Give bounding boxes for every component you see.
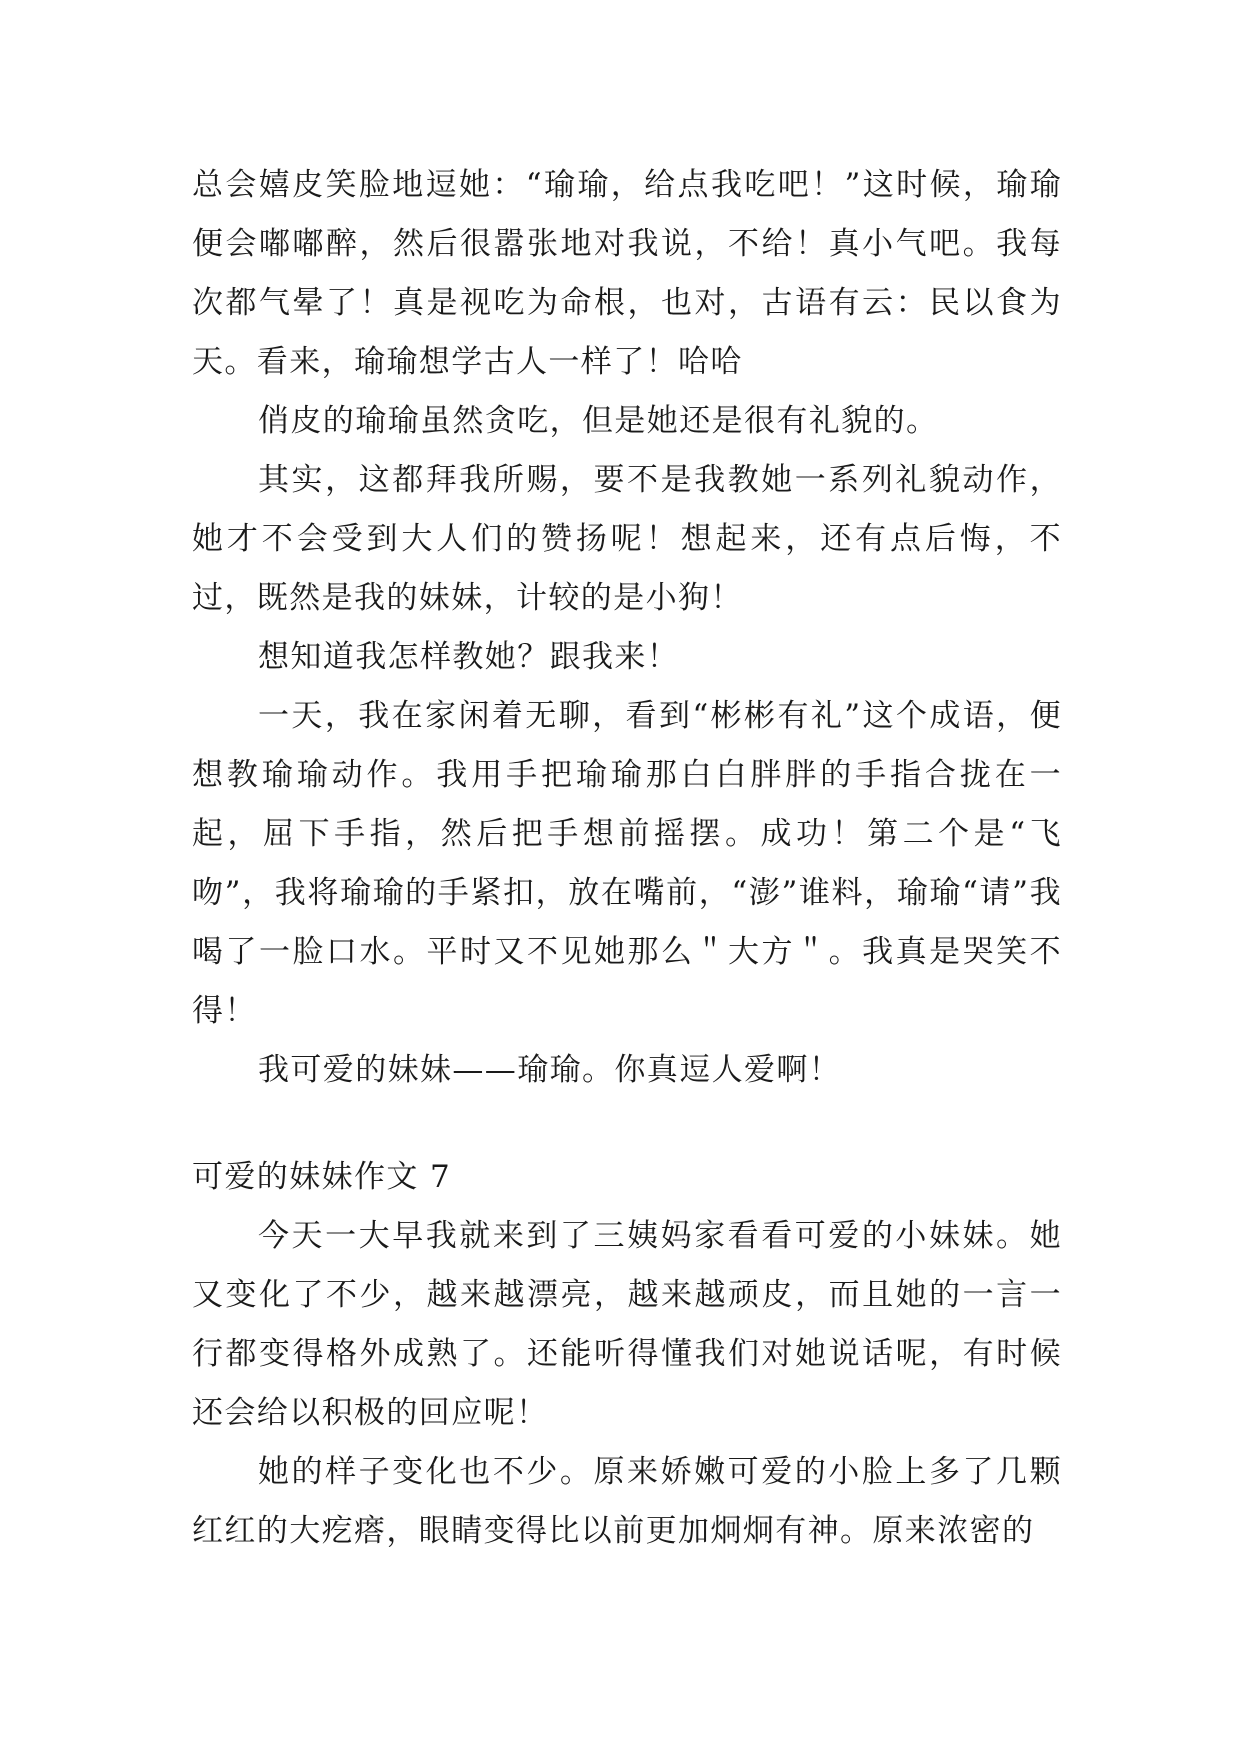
paragraph: 想知道我怎样教她？跟我来！: [258, 639, 680, 675]
document-page: [192, 156, 1062, 1561]
paragraph: 俏皮的瑜瑜虽然贪吃，但是她还是很有礼貌的。: [258, 403, 939, 439]
paragraph-continued: 总会嬉皮笑脸地逗她：“瑜瑜，给点我吃吧！”这时候，瑜瑜便会嘟嘟醉，然后很嚣张地对我说，不给！真小气吧。我每次都气晕了！真是视吃为命根，也对，古语有云：民以食为天。看来，瑜瑜想学古人一样了！哈哈: [192, 167, 1062, 380]
paragraph: 我可爱的妹妹——瑜瑜。你真逗人爱啊！: [258, 1052, 842, 1088]
paragraph: 今天一大早我就来到了三姨妈家看看可爱的小妹妹。她又变化了不少，越来越漂亮，越来越顽皮，而且她的一言一行都变得格外成熟了。还能听得懂我们对她说话呢，有时候还会给以积极的回应呢！: [192, 1218, 1062, 1431]
paragraph: 其实，这都拜我所赐，要不是我教她一系列礼貌动作，她才不会受到大人们的赞扬呢！想起来，还有点后悔，不过，既然是我的妹妹，计较的是小狗！: [192, 462, 1062, 616]
paragraph: 她的样子变化也不少。原来娇嫩可爱的小脸上多了几颗红红的大疙瘩，眼睛变得比以前更加炯炯有神。原来浓密的: [192, 1454, 1062, 1549]
section-title: 可爱的妹妹作文 7: [192, 1159, 452, 1195]
paragraph: 一天，我在家闲着无聊，看到“彬彬有礼”这个成语，便想教瑜瑜动作。我用手把瑜瑜那白白胖胖的手指合拢在一起，屈下手指，然后把手想前摇摆。成功！第二个是“飞吻”，我将瑜瑜的手紧扣，放在嘴前，“澎”谁料，瑜瑜“请”我喝了一脸口水。平时又不见她那么＂大方＂。我真是哭笑不得！: [192, 698, 1062, 1029]
